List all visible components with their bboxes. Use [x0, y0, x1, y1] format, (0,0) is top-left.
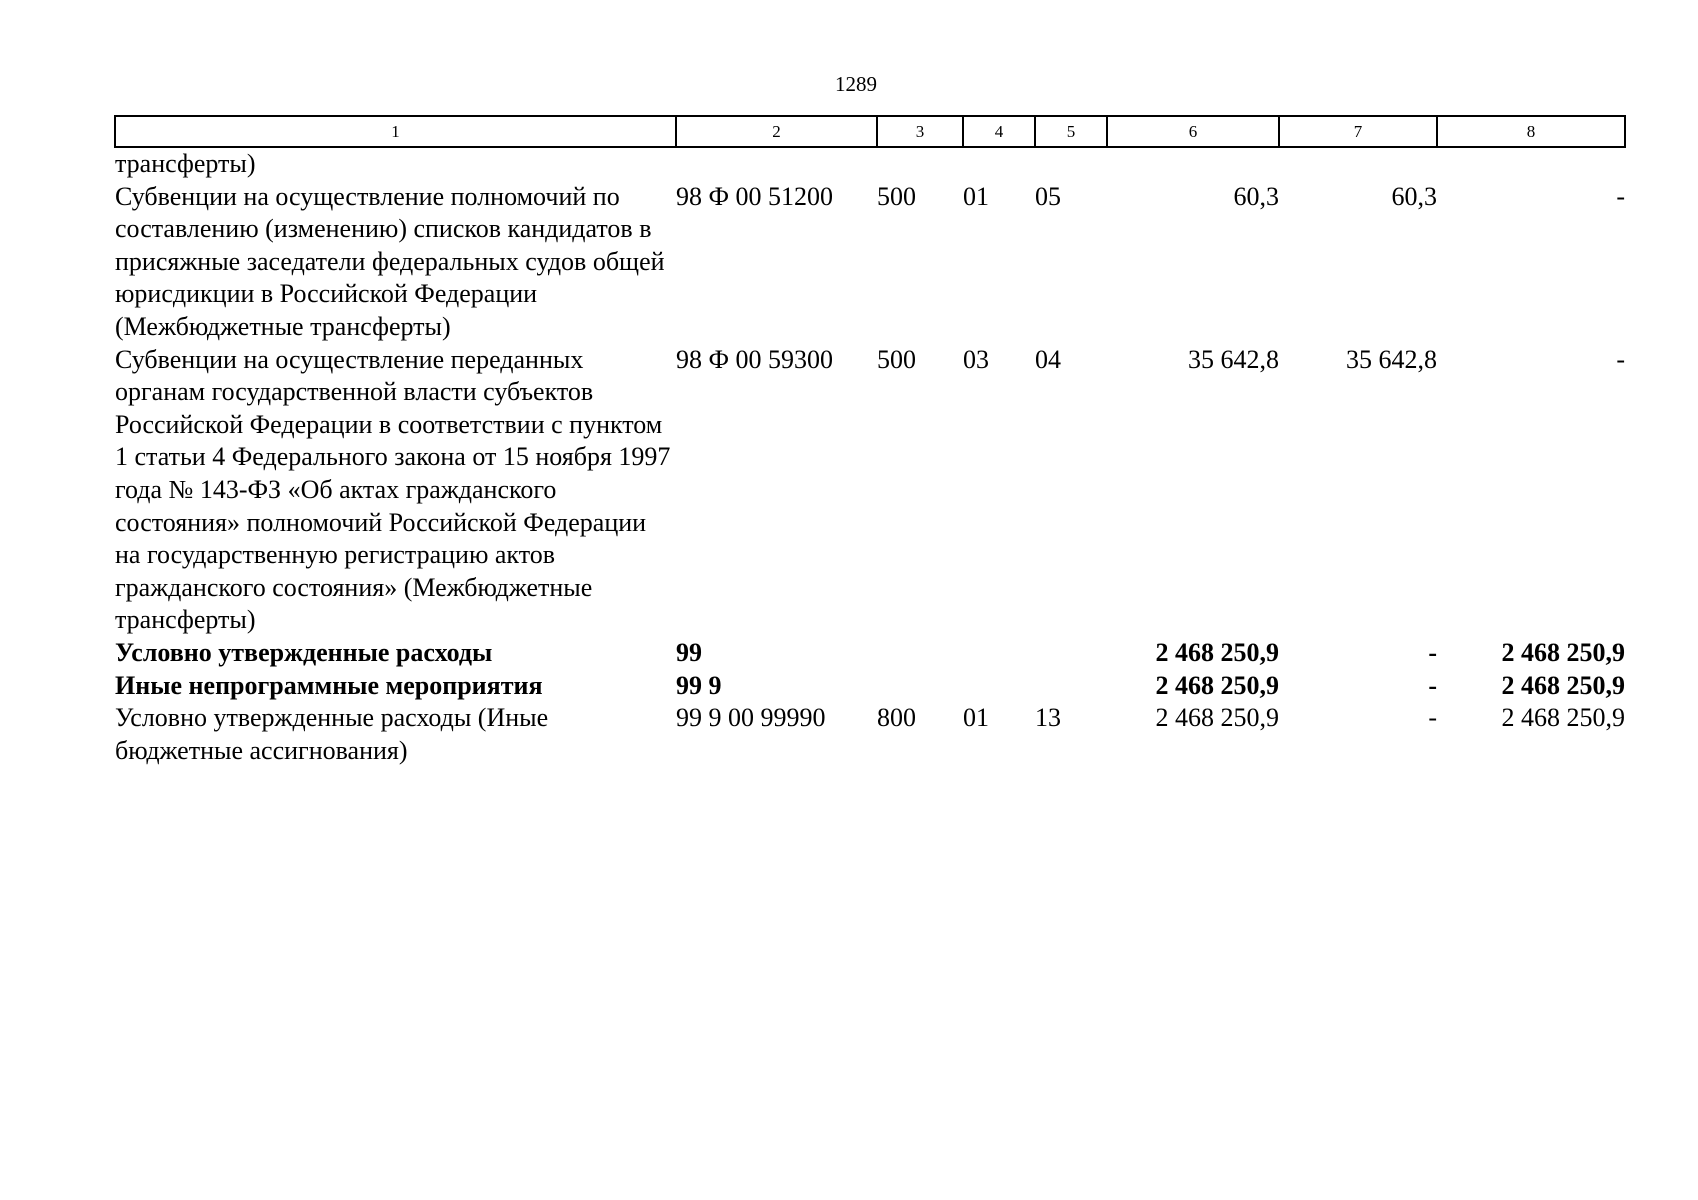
row-pr: [1035, 670, 1107, 703]
row-pr: [1035, 147, 1107, 181]
row-total: 2 468 250,9: [1155, 670, 1279, 700]
row-total: 2 468 250,9: [1155, 637, 1279, 667]
header-col-8: 8: [1437, 116, 1625, 147]
row-col8: -: [1616, 344, 1625, 374]
table-row: [115, 637, 1625, 670]
row-col7: 60,3: [1391, 181, 1437, 211]
row-pr: [1035, 637, 1107, 670]
page-number: 1289: [835, 72, 877, 96]
table-row: [115, 181, 1625, 344]
row-vr: [877, 147, 963, 181]
header-col-5: 5: [1035, 116, 1107, 147]
row-col8: [1437, 147, 1625, 181]
row-code: 99: [676, 637, 702, 667]
row-vr: 800: [877, 703, 916, 733]
row-code: 98 Ф 00 59300: [676, 344, 834, 374]
row-col8: -: [1616, 181, 1625, 211]
row-pr: 05: [1035, 181, 1061, 211]
table-row: [115, 147, 1625, 181]
row-total: 35 642,8: [1188, 344, 1279, 374]
row-rz: 01: [963, 703, 989, 733]
row-pr: 04: [1035, 344, 1061, 374]
row-vr: [877, 670, 963, 703]
table-body: [115, 147, 1625, 767]
row-col7: [1279, 147, 1437, 181]
row-name: трансферты): [115, 149, 256, 178]
row-code: 99 9: [676, 670, 722, 700]
header-row: [115, 116, 1625, 147]
row-code: [676, 147, 877, 181]
row-col7: -: [1428, 670, 1437, 700]
row-name: Условно утвержденные расходы: [115, 637, 493, 667]
row-rz: [963, 637, 1035, 670]
header-col-2: 2: [676, 116, 877, 147]
row-code: 99 9 00 99990: [676, 703, 826, 733]
row-rz: 01: [963, 181, 989, 211]
row-total: 60,3: [1233, 181, 1279, 211]
row-name: Иные непрограммные мероприятия: [115, 670, 543, 700]
header-col-4: 4: [963, 116, 1035, 147]
row-rz: 03: [963, 344, 989, 374]
header-col-7: 7: [1279, 116, 1437, 147]
table-row: [115, 670, 1625, 703]
row-vr: [877, 637, 963, 670]
header-col-1: 1: [115, 116, 676, 147]
header-col-6: 6: [1107, 116, 1279, 147]
row-rz: [963, 670, 1035, 703]
row-total: [1107, 147, 1279, 181]
row-name: Условно утвержденные расходы (Иные бюджетные ассигнования): [115, 703, 549, 765]
row-col8: 2 468 250,9: [1501, 637, 1625, 667]
header-col-3: 3: [877, 116, 963, 147]
row-col7: 35 642,8: [1346, 344, 1437, 374]
budget-table: [114, 115, 1626, 767]
row-col7: -: [1428, 703, 1437, 733]
table-row: [115, 702, 1625, 767]
row-pr: 13: [1035, 703, 1061, 733]
row-col7: -: [1428, 637, 1437, 667]
row-vr: 500: [877, 344, 916, 374]
row-col8: 2 468 250,9: [1501, 703, 1625, 733]
row-rz: [963, 147, 1035, 181]
row-name: Субвенции на осуществление полномочий по составлению (изменению) списков кандидатов в присяжные заседатели федеральных судов общей юрисдикции в Российской Федерации (Межбюджетные трансферты): [115, 181, 665, 341]
row-code: 98 Ф 00 51200: [676, 181, 834, 211]
row-name: Субвенции на осуществление переданных органам государственной власти субъектов Российской Федерации в соответствии с пунктом 1 статьи 4 Федерального закона от 15 ноября 1997 года № 143-ФЗ «Об актах гражданского состояния» полномочий Российской Федерации на государственную регистрацию актов гражданского состояния» (Межбюджетные трансферты): [115, 344, 671, 635]
row-vr: 500: [877, 181, 916, 211]
row-col8: 2 468 250,9: [1501, 670, 1625, 700]
table-header: [115, 116, 1625, 147]
table-row: [115, 344, 1625, 637]
row-total: 2 468 250,9: [1155, 703, 1279, 733]
